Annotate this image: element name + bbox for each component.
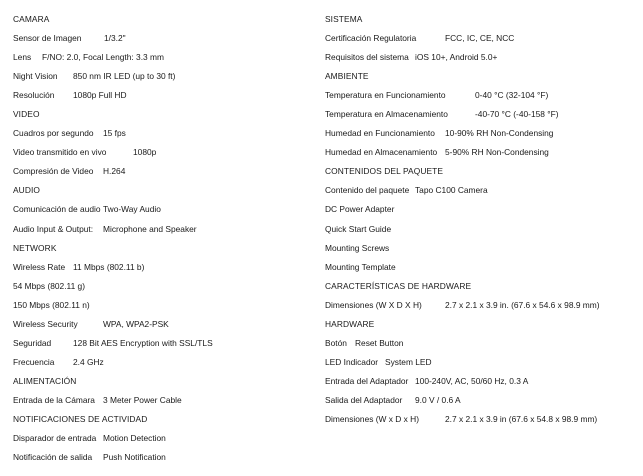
spec-label: LED Indicador [325, 356, 379, 367]
spec-label: Botón [325, 337, 347, 348]
spec-value: 10-90% RH Non-Condensing [445, 128, 554, 139]
spec-value: Two-Way Audio [103, 204, 161, 215]
spec-row [325, 220, 637, 239]
spec-value: Push Notification [103, 452, 166, 463]
section-heading [13, 105, 313, 124]
spec-value: 1080p [133, 147, 157, 158]
section-heading-label: HARDWARE [325, 318, 375, 329]
spec-row [13, 124, 313, 143]
spec-label: Night Vision [13, 71, 58, 82]
spec-label: Lens [13, 52, 32, 63]
section-heading-label: VIDEO [13, 109, 40, 120]
spec-label: Notificación de salida [13, 452, 93, 463]
spec-value: 11 Mbps (802.11 b) [73, 261, 145, 272]
spec-label: Humedad en Funcionamiento [325, 128, 435, 139]
section-heading-label: ALIMENTACIÓN [13, 375, 77, 386]
spec-label: Seguridad [13, 337, 52, 348]
spec-value: 2.7 x 2.1 x 3.9 in. (67.6 x 54.6 x 98.9 mm) [445, 299, 600, 310]
spec-value: 850 nm IR LED (up to 30 ft) [73, 71, 176, 82]
section-heading [13, 372, 313, 391]
spec-value: Motion Detection [103, 433, 166, 444]
spec-value: Reset Button [355, 337, 404, 348]
spec-row [13, 29, 313, 48]
spec-label: Wireless Security [13, 318, 78, 329]
spec-row [13, 296, 313, 315]
spec-value: Microphone and Speaker [103, 223, 197, 234]
spec-row [325, 353, 637, 372]
spec-row [13, 315, 313, 334]
spec-value: Tapo C100 Camera [415, 185, 488, 196]
spec-value: 5-90% RH Non-Condensing [445, 147, 549, 158]
section-heading [325, 67, 637, 86]
spec-label: Humedad en Almacenamiento [325, 147, 438, 158]
spec-label: Sensor de Imagen [13, 33, 82, 44]
section-heading [325, 315, 637, 334]
section-heading-label: CONTENIDOS DEL PAQUETE [325, 166, 444, 177]
section-heading-label: AMBIENTE [325, 71, 369, 82]
spec-label: Salida del Adaptador [325, 394, 403, 405]
spec-row [13, 277, 313, 296]
spec-value: System LED [385, 356, 432, 367]
section-heading [325, 162, 637, 181]
spec-row [13, 200, 313, 219]
spec-label: Disparador de entrada [13, 433, 97, 444]
spec-row [325, 105, 637, 124]
spec-label: Quick Start Guide [325, 223, 392, 234]
spec-row [13, 258, 313, 277]
spec-label: Dimensiones (W x D x H) [325, 413, 419, 424]
spec-label: 54 Mbps (802.11 g) [13, 280, 86, 291]
section-heading-label: SISTEMA [325, 14, 363, 24]
section-heading [325, 10, 637, 29]
spec-row [13, 162, 313, 181]
spec-value: 9.0 V / 0.6 A [415, 394, 461, 405]
section-heading [13, 10, 313, 29]
spec-row [325, 143, 637, 162]
spec-row [13, 67, 313, 86]
spec-row [325, 48, 637, 67]
spec-row [325, 29, 637, 48]
section-heading-label: NOTIFICACIONES DE ACTIVIDAD [13, 413, 148, 424]
spec-label: Cuadros por segundo [13, 128, 94, 139]
spec-label: Mounting Screws [325, 242, 390, 253]
section-heading [13, 181, 313, 200]
section-heading [13, 239, 313, 258]
spec-row [13, 86, 313, 105]
spec-value: 2.4 GHz [73, 356, 104, 367]
spec-row [13, 429, 313, 448]
spec-row [13, 391, 313, 410]
spec-row [13, 143, 313, 162]
spec-column-right [325, 10, 637, 429]
spec-value: 15 fps [103, 128, 126, 139]
section-heading [13, 410, 313, 429]
spec-value: 1080p Full HD [73, 90, 127, 101]
spec-label: Certificación Regulatoria [325, 33, 417, 44]
spec-row [325, 391, 637, 410]
spec-row [325, 124, 637, 143]
spec-label: Audio Input & Output: [13, 223, 94, 234]
spec-label: Temperatura en Almacenamiento [325, 109, 448, 120]
spec-label: Entrada del Adaptador [325, 375, 409, 386]
spec-row [13, 220, 313, 239]
spec-value: 100-240V, AC, 50/60 Hz, 0.3 A [415, 375, 529, 386]
section-heading [325, 277, 637, 296]
spec-row [13, 48, 313, 67]
spec-label: Frecuencia [13, 356, 55, 367]
spec-label: Contenido del paquete [325, 185, 410, 196]
spec-label: Comunicación de audio [13, 204, 101, 215]
spec-label: Compresión de Video [13, 166, 94, 177]
spec-label: Mounting Template [325, 261, 396, 272]
section-heading-label: NETWORK [13, 242, 57, 253]
spec-row [13, 334, 313, 353]
spec-row [325, 86, 637, 105]
section-heading-label: AUDIO [13, 185, 41, 196]
spec-value: FCC, IC, CE, NCC [445, 33, 515, 44]
spec-label: DC Power Adapter [325, 204, 395, 215]
spec-label: Resolución [13, 90, 55, 101]
spec-row [325, 200, 637, 219]
spec-value: 1/3.2" [104, 33, 126, 44]
spec-row [13, 353, 313, 372]
spec-value: -40-70 °C (-40-158 °F) [475, 109, 559, 120]
spec-column-left [13, 10, 313, 467]
spec-label: Wireless Rate [13, 261, 66, 272]
section-heading-label: CAMARA [13, 14, 50, 24]
spec-value: H.264 [103, 166, 126, 177]
spec-value: F/NO: 2.0, Focal Length: 3.3 mm [42, 52, 164, 63]
spec-value: 128 Bit AES Encryption with SSL/TLS [73, 337, 213, 348]
spec-row [325, 334, 637, 353]
spec-label: 150 Mbps (802.11 n) [13, 299, 90, 310]
section-heading-label: CARACTERÍSTICAS DE HARDWARE [325, 280, 472, 291]
spec-row [325, 258, 637, 277]
spec-value: iOS 10+, Android 5.0+ [415, 52, 498, 63]
spec-row [325, 410, 637, 429]
spec-row [325, 296, 637, 315]
spec-label: Dimensiones (W X D X H) [325, 299, 422, 310]
spec-row [13, 448, 313, 467]
spec-value: 3 Meter Power Cable [103, 394, 182, 405]
spec-row [325, 239, 637, 258]
spec-label: Requisitos del sistema [325, 52, 409, 63]
spec-label: Temperatura en Funcionamiento [325, 90, 446, 101]
spec-row [325, 372, 637, 391]
spec-label: Entrada de la Cámara [13, 394, 95, 405]
spec-value: 2.7 x 2.1 x 3.9 in (67.6 x 54.8 x 98.9 mm) [445, 413, 598, 424]
spec-label: Video transmitido en vivo [13, 147, 107, 158]
spec-value: 0-40 °C (32-104 °F) [475, 90, 549, 101]
spec-row [325, 181, 637, 200]
spec-value: WPA, WPA2-PSK [103, 318, 169, 329]
